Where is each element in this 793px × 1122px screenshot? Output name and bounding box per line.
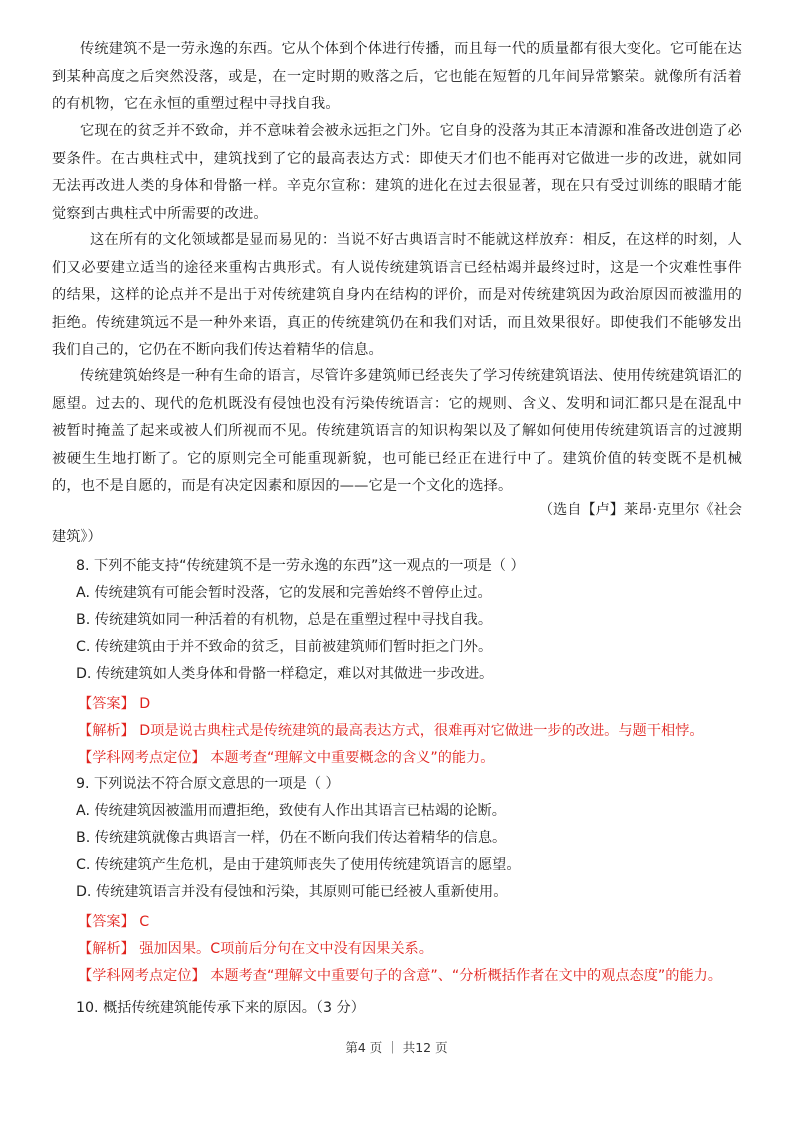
passage-paragraph-3: 这在所有的文化领域都是显而易见的：当说不好古典语言时不能就这样放弃：相反，在这样的时刻，人们又必要建立适当的途径来重构古典形式。有人说传统建筑语言已经枯竭并最终过时，这是一个灾难性事件的结果，这样的论点并不是出于对传统建筑自身内在结构的评价，而是对传统建筑因为政治原因而被滥用的拒绝。传统建筑远不是一种外来语，真正的传统建筑仍在和我们对话，而且效果很好。即使我们不能够发出我们自己的，它仍在不断向我们传达着精华的信息。	[52, 232, 742, 358]
question-9-option-d: D. 传统建筑语言并没有侵蚀和污染，其原则可能已经被人重新使用。	[76, 884, 508, 900]
passage-paragraph-2: 它现在的贫乏并不致命，并不意味着会被永远拒之门外。它自身的没落为其正本清源和准备改进创造了必要条件。在古典柱式中，建筑找到了它的最高表达方式：即使天才们也不能再对它做进一步的改进，就如同无法再改进人类的身体和骨骼一样。辛克尔宣称：建筑的进化在过去很显著，现在只有受过训练的眼睛才能觉察到古典柱式中所需要的改进。	[52, 123, 742, 222]
question-9-option-b: B. 传统建筑就像古典语言一样，仍在不断向我们传达着精华的信息。	[76, 830, 507, 846]
question-9-stem: 9. 下列说法不符合原文意思的一项是（ ）	[76, 776, 340, 792]
source-line-1: （选自【卢】莱昂·克里尔《社会	[538, 502, 742, 518]
passage-paragraph-1: 传统建筑不是一劳永逸的东西。它从个体到个体进行传播，而且每一代的质量都有很大变化。它可能在达到某种高度之后突然没落，或是，在一定时期的败落之后，它也能在短暂的几年间异常繁荣。就像所有活着的有机物，它在永恒的重塑过程中寻找自我。	[52, 41, 742, 112]
source-line-2: 建筑》）	[52, 529, 102, 545]
question-8-option-a: A. 传统建筑有可能会暂时没落，它的发展和完善始终不曾停止过。	[76, 585, 492, 601]
question-9-point: 【学科网考点定位】 本题考查“理解文中重要句子的含意”、“分析概括作者在文中的观点态度”的能力。	[78, 968, 722, 984]
passage-paragraph-4: 传统建筑始终是一种有生命的语言，尽管许多建筑师已经丧失了学习传统建筑语法、使用传统建筑语汇的愿望。过去的、现代的危机既没有侵蚀也没有污染传统语言：它的规则、含义、发明和词汇都只是在混乱中被暂时掩盖了起来或被人们所视而不见。传统建筑语言的知识构架以及了解如何使用传统建筑语言的过渡期被硬生生地打断了。它的原则完全可能重现新貌，也可能已经正在进行中了。建筑价值的转变既不是机械的，也不是自愿的，而是有决定因素和原因的——它是一个文化的选择。	[52, 368, 742, 494]
question-8-option-d: D. 传统建筑如人类身体和骨骼一样稳定，难以对其做进一步改进。	[76, 666, 494, 682]
question-9-answer: 【答案】 C	[78, 914, 150, 930]
question-8-point: 【学科网考点定位】 本题考查“理解文中重要概念的含义”的能力。	[78, 750, 495, 766]
question-9-option-a: A. 传统建筑因被滥用而遭拒绝，致使有人作出其语言已枯竭的论断。	[76, 803, 506, 819]
question-10-stem: 10. 概括传统建筑能传承下来的原因。（3 分）	[76, 1000, 365, 1016]
question-8-analysis: 【解析】 D项是说古典柱式是传统建筑的最高表达方式，很难再对它做进一步的改进。与题干相悖。	[78, 723, 704, 739]
passage-source	[52, 497, 742, 551]
question-9-option-c: C. 传统建筑产生危机，是由于建筑师丧失了使用传统建筑语言的愿望。	[76, 857, 521, 873]
question-8-answer: 【答案】 D	[78, 696, 151, 712]
question-9-analysis: 【解析】 强加因果。C项前后分句在文中没有因果关系。	[78, 941, 433, 957]
question-8-option-b: B. 传统建筑如同一种活着的有机物，总是在重塑过程中寻找自我。	[76, 612, 493, 628]
page-footer: 第4 页 ｜ 共12 页	[345, 1040, 448, 1055]
question-8-stem: 8. 下列不能支持“传统建筑不是一劳永逸的东西”这一观点的一项是（ ）	[76, 558, 525, 574]
question-8-option-c: C. 传统建筑由于并不致命的贫乏，目前被建筑师们暂时拒之门外。	[76, 639, 493, 655]
